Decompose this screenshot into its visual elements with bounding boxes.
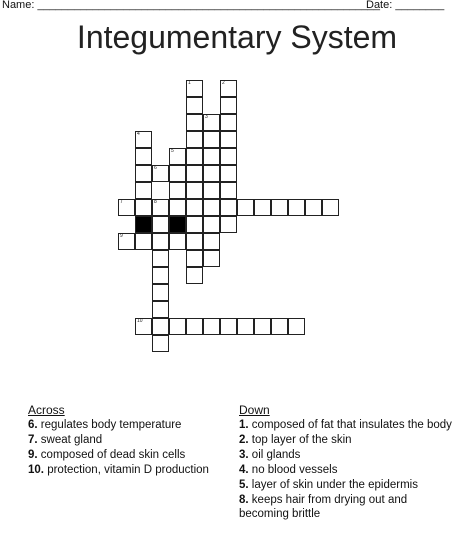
grid-cell[interactable]: [220, 80, 237, 97]
grid-cell[interactable]: [186, 267, 203, 284]
grid-cell[interactable]: [135, 182, 152, 199]
grid-cell[interactable]: [220, 97, 237, 114]
grid-cell[interactable]: [135, 318, 152, 335]
grid-black-cell: [169, 216, 186, 233]
clue-across-10: 10. protection, vitamin D production: [28, 464, 209, 476]
grid-cell[interactable]: [220, 165, 237, 182]
grid-cell[interactable]: [186, 148, 203, 165]
clue-across-7: 7. sweat gland: [28, 434, 103, 446]
across-heading: Across: [28, 403, 65, 417]
grid-cell[interactable]: [152, 318, 169, 335]
grid-cell[interactable]: [118, 233, 135, 250]
down-heading: Down: [239, 403, 270, 417]
date-field[interactable]: Date: ________: [366, 0, 445, 11]
grid-cell[interactable]: [186, 318, 203, 335]
grid-cell[interactable]: [288, 199, 305, 216]
grid-cell[interactable]: [152, 199, 169, 216]
grid-cell[interactable]: [203, 131, 220, 148]
grid-cell[interactable]: [186, 199, 203, 216]
grid-cell[interactable]: [118, 199, 135, 216]
grid-cell[interactable]: [203, 216, 220, 233]
grid-cell[interactable]: [152, 267, 169, 284]
clue-down-2: 2. top layer of the skin: [239, 434, 352, 446]
clue-down-1: 1. composed of fat that insulates the body: [239, 419, 452, 431]
cell-number: 6: [154, 165, 157, 171]
grid-cell[interactable]: [220, 216, 237, 233]
grid-cell[interactable]: [186, 131, 203, 148]
grid-cell[interactable]: [152, 301, 169, 318]
cell-number: 3: [205, 114, 208, 120]
grid-cell[interactable]: [169, 165, 186, 182]
grid-cell[interactable]: [254, 199, 271, 216]
grid-cell[interactable]: [169, 182, 186, 199]
grid-cell[interactable]: [152, 233, 169, 250]
grid-cell[interactable]: [152, 250, 169, 267]
grid-cell[interactable]: [203, 233, 220, 250]
grid-cell[interactable]: [203, 165, 220, 182]
cell-number: 1: [188, 80, 191, 86]
cell-number: 9: [120, 233, 123, 239]
grid-cell[interactable]: [237, 318, 254, 335]
grid-cell[interactable]: [135, 199, 152, 216]
grid-cell[interactable]: [186, 250, 203, 267]
grid-cell[interactable]: [271, 318, 288, 335]
grid-cell[interactable]: [169, 318, 186, 335]
grid-cell[interactable]: [186, 165, 203, 182]
grid-cell[interactable]: [186, 182, 203, 199]
grid-cell[interactable]: [135, 233, 152, 250]
cell-number: 5: [171, 148, 174, 154]
grid-cell[interactable]: [152, 335, 169, 352]
grid-cell[interactable]: [220, 131, 237, 148]
cell-number: 4: [137, 131, 140, 137]
grid-cell[interactable]: [152, 165, 169, 182]
grid-cell[interactable]: [305, 199, 322, 216]
grid-cell[interactable]: [203, 114, 220, 131]
cell-number: 7: [120, 199, 123, 205]
down-clues: [239, 403, 459, 522]
clue-down-8: 8. keeps hair from drying out and becoming brittle: [239, 494, 408, 520]
grid-cell[interactable]: [220, 182, 237, 199]
grid-cell[interactable]: [186, 114, 203, 131]
across-clues: [28, 403, 238, 478]
page-title: Integumentary System: [76, 19, 398, 55]
grid-cell[interactable]: [288, 318, 305, 335]
clue-across-9: 9. composed of dead skin cells: [28, 449, 186, 461]
grid-cell[interactable]: [186, 97, 203, 114]
cell-number: 10: [137, 318, 143, 324]
grid-cell[interactable]: [203, 199, 220, 216]
grid-cell[interactable]: [186, 80, 203, 97]
cell-number: 8: [154, 199, 157, 205]
grid-cell[interactable]: [169, 233, 186, 250]
grid-cell[interactable]: [203, 182, 220, 199]
name-field[interactable]: Name: ________________________________________________________: [2, 0, 381, 11]
clue-down-4: 4. no blood vessels: [239, 464, 338, 476]
grid-cell[interactable]: [152, 216, 169, 233]
grid-cell[interactable]: [271, 199, 288, 216]
grid-cell[interactable]: [152, 284, 169, 301]
grid-cell[interactable]: [135, 165, 152, 182]
grid-cell[interactable]: [186, 216, 203, 233]
grid-cell[interactable]: [322, 199, 339, 216]
grid-cell[interactable]: [220, 318, 237, 335]
grid-cell[interactable]: [135, 148, 152, 165]
grid-cell[interactable]: [220, 114, 237, 131]
grid-cell[interactable]: [220, 148, 237, 165]
grid-cell[interactable]: [254, 318, 271, 335]
clue-across-6: 6. regulates body temperature: [28, 419, 182, 431]
cell-number: 2: [222, 80, 225, 86]
clue-down-5: 5. layer of skin under the epidermis: [239, 479, 418, 491]
grid-cell[interactable]: [220, 199, 237, 216]
grid-cell[interactable]: [237, 199, 254, 216]
grid-cell[interactable]: [203, 250, 220, 267]
grid-cell[interactable]: [169, 148, 186, 165]
grid-cell[interactable]: [135, 131, 152, 148]
grid-cell[interactable]: [186, 233, 203, 250]
clue-down-3: 3. oil glands: [239, 449, 301, 461]
grid-black-cell: [135, 216, 152, 233]
grid-cell[interactable]: [203, 318, 220, 335]
grid-cell[interactable]: [203, 148, 220, 165]
grid-cell[interactable]: [169, 199, 186, 216]
